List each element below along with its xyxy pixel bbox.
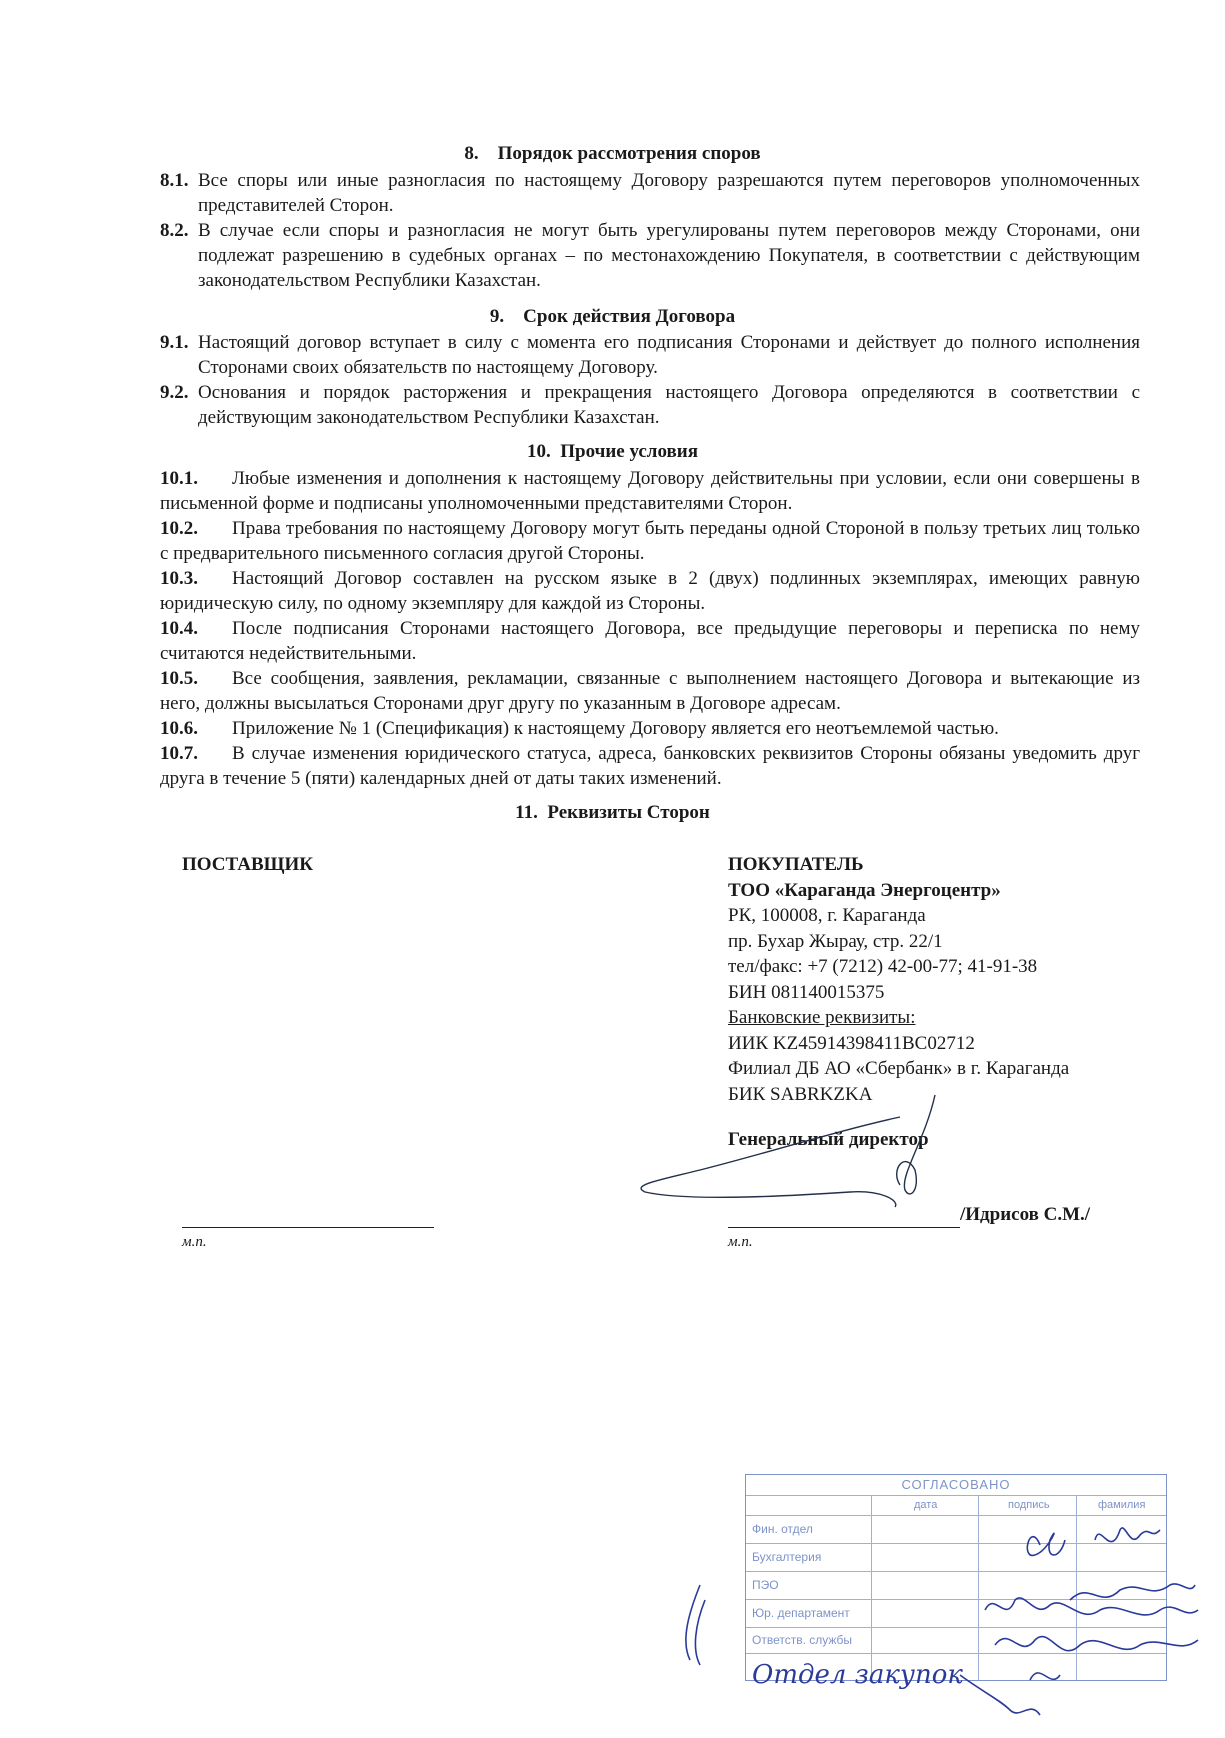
clause-number: 10.2.	[160, 518, 198, 539]
clause-10-4	[160, 616, 1140, 666]
clause-9-1	[160, 330, 1140, 380]
clause-text: Все сообщения, заявления, рекламации, связанные с выполнением настоящего Договора и вытекающие из него, должны высылаться Сторонами друг другу по указанным в Договоре адресам.	[160, 668, 1140, 714]
stamp-col-date: дата	[914, 1499, 938, 1511]
buyer-address-2: пр. Бухар Жырау, стр. 22/1	[728, 930, 943, 952]
buyer-phone: тел/факс: +7 (7212) 42-00-77; 41-91-38	[728, 956, 1038, 977]
buyer-stamp-place: м.п.	[728, 1234, 753, 1250]
buyer-heading: ПОКУПАТЕЛЬ	[728, 854, 864, 875]
stamp-row-peo: ПЭО	[752, 1578, 779, 1592]
clause-number: 9.1.	[160, 332, 189, 353]
clause-8-2	[160, 218, 1140, 293]
buyer-bin: БИН 081140015375	[728, 981, 885, 1003]
clause-text: Все споры или иные разногласия по настоящему Договору разрешаются путем переговоров уполномоченных представителей Сторон.	[198, 170, 1140, 216]
buyer-details	[728, 852, 1069, 1107]
clause-number: 9.2.	[160, 382, 189, 403]
supplier-stamp-place: м.п.	[182, 1234, 207, 1250]
stamp-row-accounting: Бухгалтерия	[752, 1550, 822, 1564]
supplier-signature-line	[182, 1227, 434, 1228]
clause-text: Любые изменения и дополнения к настоящему Договору действительны при условии, если они совершены в письменной форме и подписаны уполномоченными представителями Сторон.	[160, 468, 1140, 514]
clause-10-2	[160, 516, 1140, 566]
clause-text: Настоящий Договор составлен на русском языке в 2 (двух) подлинных экземплярах, имеющих равную юридическую силу, по одному экземпляру для каждой из Стороны.	[160, 568, 1140, 614]
buyer-iik: ИИК KZ45914398411BC02712	[728, 1032, 975, 1054]
clause-number: 10.1.	[160, 468, 198, 489]
section-10-title: 10. Прочие условия	[527, 441, 698, 462]
buyer-signature-line	[728, 1227, 960, 1228]
clause-10-1	[160, 466, 1140, 516]
clause-text: В случае если споры и разногласия не могут быть урегулированы путем переговоров между Сторонами, они подлежат разрешению в судебных органах – по местонахождению Покупателя, в соответствии с действующим законодательством Республики Казахстан.	[198, 220, 1140, 291]
stamp-col-sign: подпись	[1008, 1499, 1050, 1511]
stamp-col-name: фамилия	[1098, 1499, 1146, 1511]
clause-text: После подписания Сторонами настоящего Договора, все предыдущие переговоры и переписка по нему считаются недействительными.	[160, 618, 1140, 664]
section-11-title: 11. Реквизиты Сторон	[515, 802, 710, 823]
clause-9-2	[160, 380, 1140, 430]
buyer-company: ТОО «Караганда Энергоцентр»	[728, 879, 1001, 901]
stamp-title: СОГЛАСОВАНО	[901, 1477, 1011, 1492]
buyer-bik: БИК SABRKZKA	[728, 1083, 873, 1105]
clause-number: 8.1.	[160, 170, 189, 191]
handwritten-procurement-note: Отдел закупок	[752, 1660, 963, 1690]
clause-number: 10.5.	[160, 668, 198, 689]
clause-8-1	[160, 168, 1140, 218]
clause-number: 8.2.	[160, 220, 189, 241]
buyer-signatory: /Идрисов С.М./	[960, 1204, 1091, 1225]
clause-10-5	[160, 666, 1140, 716]
section-8-title: 8. Порядок рассмотрения споров	[464, 143, 761, 164]
stamp-row-services: Ответств. службы	[752, 1633, 853, 1647]
clause-number: 10.7.	[160, 743, 198, 764]
clause-text: Права требования по настоящему Договору могут быть переданы одной Стороной в пользу третьих лиц только с предварительного письменного согласия другой Стороны.	[160, 518, 1140, 564]
supplier-heading: ПОСТАВЩИК	[182, 854, 314, 875]
clause-text: Основания и порядок расторжения и прекращения настоящего Договора определяются в соответствии с действующим законодательством Республики Казахстан.	[198, 382, 1140, 428]
stamp-row-legal: Юр. департамент	[752, 1606, 850, 1620]
clause-10-6	[160, 716, 1140, 741]
buyer-address-1: РК, 100008, г. Караганда	[728, 905, 926, 926]
clause-text: Настоящий договор вступает в силу с момента его подписания Сторонами и действует до полного исполнения Сторонами своих обязательств по настоящему Договору.	[198, 332, 1140, 378]
clause-number: 10.3.	[160, 568, 198, 589]
approval-stamp	[745, 1474, 1167, 1681]
clause-10-7	[160, 741, 1140, 791]
clause-text: В случае изменения юридического статуса, адреса, банковских реквизитов Стороны обязаны уведомить друг друга в течение 5 (пяти) календарных дней от даты таких изменений.	[160, 743, 1140, 789]
clause-text: Приложение № 1 (Спецификация) к настоящему Договору является его неотъемлемой частью.	[232, 718, 999, 739]
stamp-row-finance: Фин. отдел	[752, 1522, 813, 1536]
buyer-bank: Филиал ДБ АО «Сбербанк» в г. Караганда	[728, 1058, 1070, 1079]
buyer-position: Генеральный директор	[728, 1129, 929, 1150]
clause-10-3	[160, 566, 1140, 616]
section-9-title: 9. Срок действия Договора	[489, 306, 736, 327]
buyer-bank-heading: Банковские реквизиты:	[728, 1007, 916, 1028]
clause-number: 10.6.	[160, 718, 198, 739]
clause-number: 10.4.	[160, 618, 198, 639]
